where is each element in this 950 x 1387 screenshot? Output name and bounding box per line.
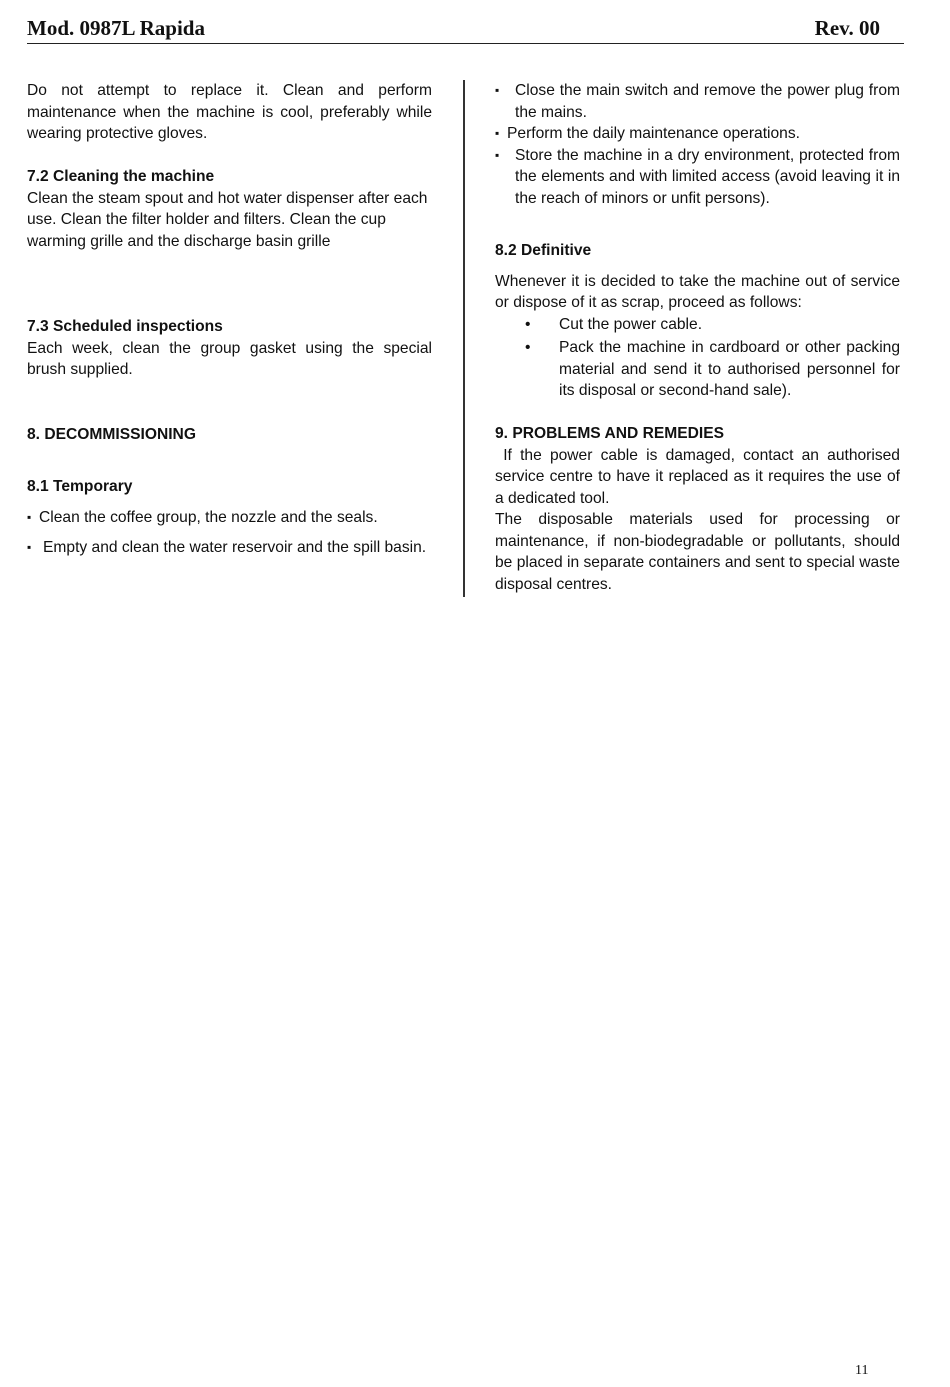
list-item: ▪ Clean the coffee group, the nozzle and the seals. xyxy=(27,507,432,529)
page-number: 11 xyxy=(855,1363,869,1378)
section-8-1-heading: 8.1 Temporary xyxy=(27,478,133,495)
bullet-dot-icon: • xyxy=(525,315,531,333)
section-9-text-1: If the power cable is damaged, contact an authorised service centre to have it replaced as it requires the use of a dedicated tool. xyxy=(495,446,905,507)
list-item: ▪ Empty and clean the water reservoir and the spill basin. xyxy=(27,537,432,559)
left-column xyxy=(27,80,432,559)
right-column xyxy=(495,80,905,595)
section-7-2-heading: 7.2 Cleaning the machine xyxy=(27,168,215,185)
section-8-heading: 8. DECOMMISSIONING xyxy=(27,425,196,443)
section-7-3-heading: 7.3 Scheduled inspections xyxy=(27,318,223,335)
page-header xyxy=(27,14,904,44)
list-item: ▪ Perform the daily maintenance operations. xyxy=(495,123,900,145)
bullet-dot-icon: • xyxy=(525,339,531,356)
revision-label: Rev. 00 xyxy=(814,16,880,40)
section-7-2-text: Clean the steam spout and hot water dispenser after each use. Clean the filter holder and filters. Clean the cup warming grille and the discharge basin grille xyxy=(27,189,428,250)
column-divider xyxy=(463,80,465,597)
square-bullet-icon: ▪ xyxy=(27,509,32,524)
list-item: • Pack the machine in cardboard or other packing material and send it to authorised personnel for its disposal or second-hand sale). xyxy=(495,337,900,402)
section-9-text-2: The disposable materials used for processing or maintenance, if non-biodegradable or pollutants, should be placed in separate containers and sent to special waste disposal centres. xyxy=(495,511,900,593)
square-bullet-icon: ▪ xyxy=(27,540,32,554)
square-bullet-icon: ▪ xyxy=(495,147,500,162)
square-bullet-icon: ▪ xyxy=(495,83,500,97)
section-8-2-text: Whenever it is decided to take the machine out of service or dispose of it as scrap, proceed as follows: xyxy=(495,272,900,311)
section-9-heading: 9. PROBLEMS AND REMEDIES xyxy=(495,425,725,442)
section-7-3-text: Each week, clean the group gasket using the special brush supplied. xyxy=(27,339,432,378)
section-8-2-heading: 8.2 Definitive xyxy=(495,242,592,259)
square-bullet-icon: ▪ xyxy=(495,126,500,140)
intro-paragraph: Do not attempt to replace it. Clean and perform maintenance when the machine is cool, preferably while wearing protective gloves. xyxy=(27,82,432,142)
model-title: Mod. 0987L Rapida xyxy=(27,16,205,40)
list-item: ▪ Close the main switch and remove the power plug from the mains. xyxy=(495,80,900,123)
list-item: • Cut the power cable. xyxy=(495,314,900,336)
list-item: ▪ Store the machine in a dry environment, protected from the elements and with limited access (avoid leaving it in the reach of minors or unfit persons). xyxy=(495,145,900,210)
